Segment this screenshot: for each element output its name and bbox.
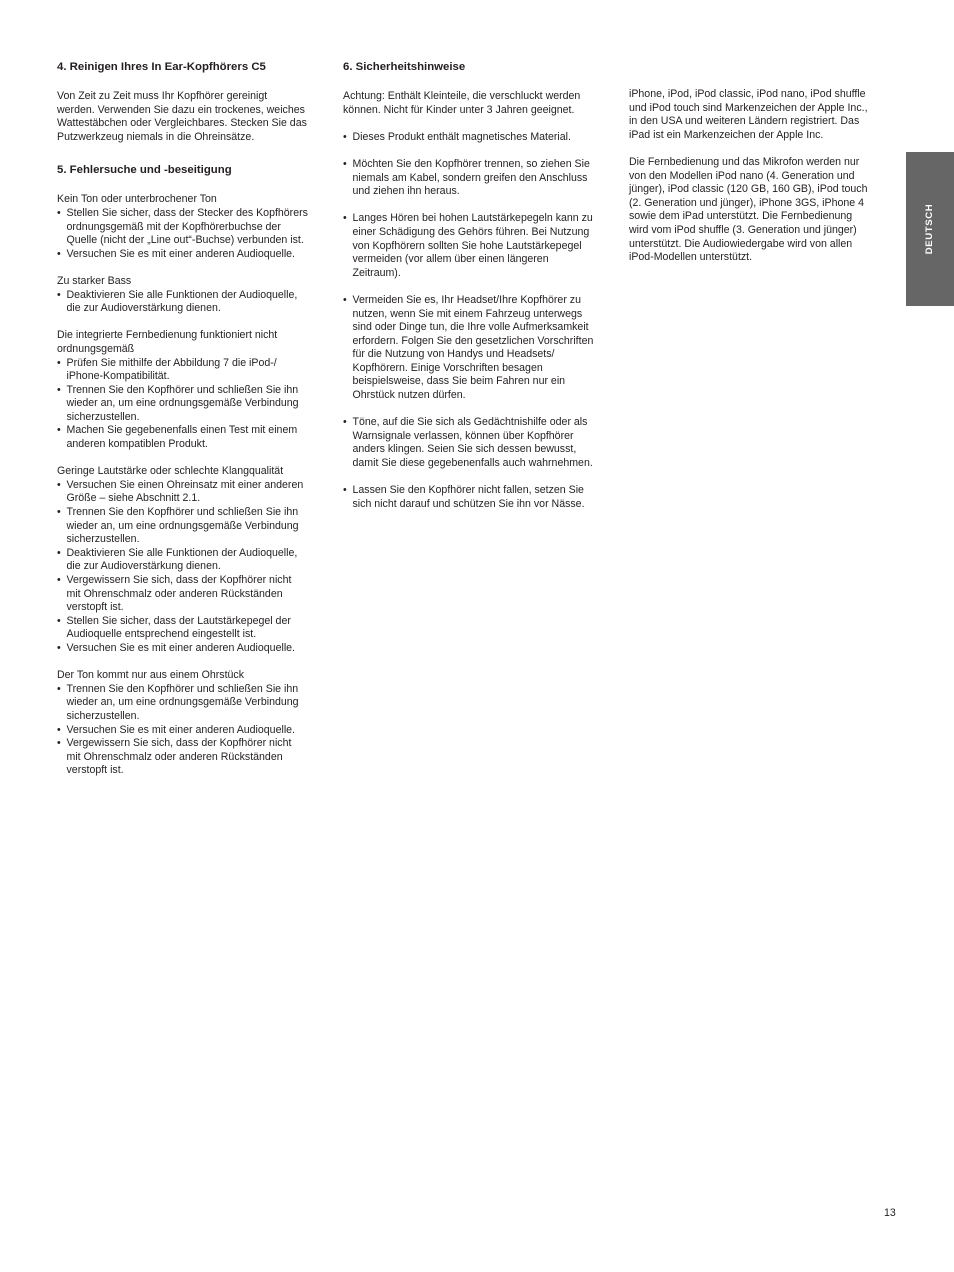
bullet-item: • Langes Hören bei hohen Lautstärkepegeln kann zu einer Schädigung des Gehörs führen. Bei Nutzung von Kopfhörern sollten Sie hohe Lautstärkepegel vermeiden (vor allem über einen längeren Zeitraum). [343,212,615,280]
bullet-item: • Vermeiden Sie es, Ihr Headset/Ihre Kopfhörer zu nutzen, wenn Sie mit einem Fahrzeug unterwegs sind oder Dinge tun, die Ihre volle Aufmerksamkeit erfordern. Folgen Sie den gesetzlichen Vorschriften für die Nutzung von Handys und Headsets/ Kopfhörern. Einige Vorschriften besagen beispielsweise, dass Sie beim Fahren nur ein Ohrstück nutzen dürfen. [343,294,615,403]
bullet-list [57,289,329,316]
bullet-item: • Machen Sie gegebenenfalls einen Test mit einem anderen kompatiblen Produkt. [57,424,329,451]
bullet-item: • Möchten Sie den Kopfhörer trennen, so ziehen Sie niemals am Kabel, sondern greifen den Anschluss und ziehen ihn heraus. [343,158,615,199]
trouble-heading: Kein Ton oder unterbrochener Ton [57,193,217,206]
bullet-item: • Versuchen Sie einen Ohreinsatz mit einer anderen Größe – siehe Abschnitt 2.1. [57,479,329,506]
bullet-item: • Stellen Sie sicher, dass der Lautstärkepegel der Audioquelle entsprechend eingestellt ist. [57,615,329,642]
trouble-group-no-sound [57,193,329,261]
bullet-item: • Vergewissern Sie sich, dass der Kopfhörer nicht mit Ohrenschmalz oder anderen Rückständen verstopft ist. [57,574,329,615]
trademark-paragraph: iPhone, iPod, iPod classic, iPod nano, iPod shuffle und iPod touch sind Markenzeichen der Apple Inc., in den USA und weiteren Ländern registriert. Das iPad ist ein Markenzeichen der Apple Inc. [629,88,868,141]
safety-intro: Achtung: Enthält Kleinteile, die verschluckt werden können. Nicht für Kinder unter 3 Jahren geeignet. [343,90,581,116]
column-left [57,60,329,778]
section-6-title: 6. Sicherheitshinweise [343,61,466,73]
trouble-group-volume [57,465,329,655]
bullet-item: • Trennen Sie den Kopfhörer und schließen Sie ihn wieder an, um eine ordnungsgemäße Verbindung sicherzustellen. [57,384,329,425]
bullet-item: • Lassen Sie den Kopfhörer nicht fallen, setzen Sie sich nicht darauf und schützen Sie ihn vor Nässe. [343,484,615,511]
section-4-title: 4. Reinigen Ihres In Ear-Kopfhörers C5 [57,61,266,73]
bullet-item: • Versuchen Sie es mit einer anderen Audioquelle. [57,724,329,738]
trouble-heading: Zu starker Bass [57,274,132,287]
bullet-item: • Trennen Sie den Kopfhörer und schließen Sie ihn wieder an, um eine ordnungsgemäße Verbindung sicherzustellen. [57,506,329,547]
bullet-item: • Trennen Sie den Kopfhörer und schließen Sie ihn wieder an, um eine ordnungsgemäße Verbindung sicherzustellen. [57,683,329,724]
bullet-list [57,683,329,778]
bullet-item: • Deaktivieren Sie alle Funktionen der Audioquelle, die zur Audioverstärkung dienen. [57,547,329,574]
language-label: DEUTSCH [924,203,936,255]
trouble-group-one-ear [57,669,329,778]
bullet-list [57,207,329,261]
trouble-heading: Geringe Lautstärke oder schlechte Klangqualität [57,465,284,478]
bullet-list [57,357,329,452]
language-side-tab [906,152,954,306]
bullet-item: • Dieses Produkt enthält magnetisches Material. [343,131,615,145]
bullet-item: • Deaktivieren Sie alle Funktionen der Audioquelle, die zur Audioverstärkung dienen. [57,289,329,316]
bullet-item: • Töne, auf die Sie sich als Gedächtnishilfe oder als Warnsignale verlassen, können über Kopfhörer anders klingen. Seien Sie sich dessen bewusst, damit Sie diese gegebenenfalls auch wahrnehmen. [343,416,615,470]
trouble-group-remote [57,329,329,451]
page-number: 13 [884,1207,896,1219]
bullet-item: • Versuchen Sie es mit einer anderen Audioquelle. [57,248,329,262]
text-line: werden. Verwenden Sie dazu ein trockenes, weiches [57,103,305,116]
section-5-title: 5. Fehlersuche und -beseitigung [57,164,232,177]
bullet-item: • Stellen Sie sicher, dass der Stecker des Kopfhörers ordnungsgemäß mit der Kopfhörerbuchse der Quelle (nicht der „Line out“-Buchse) verbunden ist. [57,207,329,248]
column-right [629,88,891,265]
bullet-item: • Vergewissern Sie sich, dass der Kopfhörer nicht mit Ohrenschmalz oder anderen Rückständen verstopft ist. [57,737,329,778]
text-line: Von Zeit zu Zeit muss Ihr Kopfhörer gereinigt [57,90,268,102]
section-4-paragraph [57,90,329,144]
trouble-group-bass [57,275,329,316]
bullet-item: • Prüfen Sie mithilfe der Abbildung 7 die iPod-/ iPhone-Kompatibilität. [57,357,329,384]
safety-bullet-list [343,131,615,512]
trouble-heading: Die integrierte Fernbedienung funktioniert nicht ordnungsgemäß [57,329,278,355]
bullet-item: • Versuchen Sie es mit einer anderen Audioquelle. [57,642,329,656]
column-middle [343,60,615,511]
text-line: Putzwerkzeug niemals in die Ohreinsätze. [57,130,255,143]
bullet-list [57,479,329,656]
compatibility-paragraph: Die Fernbedienung und das Mikrofon werden nur von den Modellen iPod nano (4. Generation und jünger), iPod classic (120 GB, 160 GB), iPod touch (2. Generation und jünger), iPhone 3GS, iPhone 4 sowie dem iPad unterstützt. Die Fernbedienung wird vom iPod shuffle (3. Generation und jünger) unterstützt. Die Audiowiedergabe wird von allen iPod-Modellen unterstützt. [629,155,868,264]
text-line: Wattestäbchen oder Vergleichbares. Stecken Sie das [57,117,307,130]
trouble-heading: Der Ton kommt nur aus einem Ohrstück [57,669,245,682]
